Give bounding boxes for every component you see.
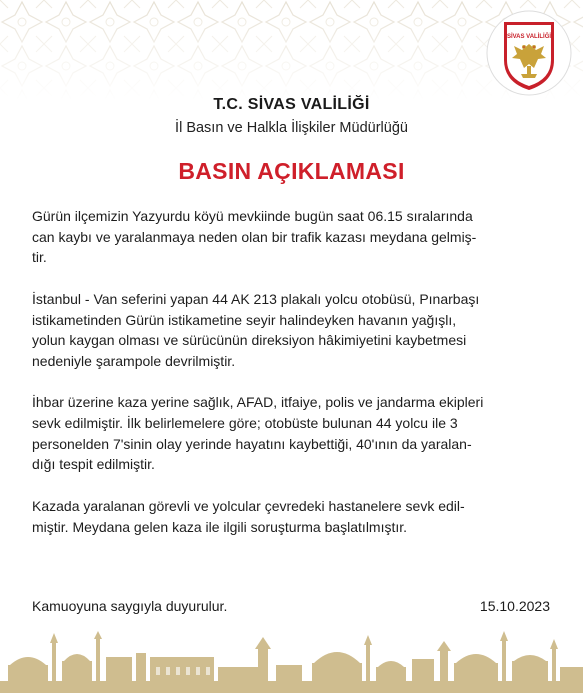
- paragraph-line: miştir. Meydana gelen kaza ile ilgili soruşturma başlatılmıştır.: [32, 518, 408, 535]
- press-release-body: [32, 206, 552, 558]
- closing-text: Kamuoyuna saygıyla duyurulur.: [32, 598, 228, 614]
- city-skyline-graphic: [0, 631, 583, 693]
- paragraph-line: istikametinden Gürün istikametine seyir halindeyken havanın yağışlı,: [32, 311, 457, 328]
- paragraph-line: sevk edilmiştir. İlk belirlemelere göre; otobüste bulunan 44 yolcu ile 3: [32, 415, 458, 431]
- document-title: BASIN AÇIKLAMASI: [178, 158, 405, 184]
- paragraph-2: [32, 289, 552, 372]
- release-date: 15.10.2023: [479, 598, 550, 614]
- paragraph-line: nedeniyle şarampole devrilmiştir.: [32, 352, 236, 369]
- paragraph-3: [32, 392, 552, 475]
- paragraph-line: Gürün ilçemizin Yazyurdu köyü mevkiinde bugün saat 06.15 sıralarında: [32, 208, 473, 224]
- org-subtitle: İl Basın ve Halkla İlişkiler Müdürlüğü: [175, 120, 408, 136]
- paragraph-line: tir.: [32, 249, 47, 266]
- paragraph-line: yolun kaygan olması ve sürücünün direksiyon hâkimiyetini kaybetmesi: [32, 332, 467, 349]
- sivas-valiligi-seal: [486, 10, 572, 96]
- seal-text: SİVAS VALİLİĞİ: [506, 34, 552, 40]
- paragraph-line: Kazada yaralanan görevli ve yolcular çevredeki hastanelere sevk edil-: [32, 497, 465, 514]
- paragraph-line: dığı tespit edilmiştir.: [32, 456, 155, 473]
- paragraph-line: personelden 7'sinin olay yerinde hayatını kaybettiği, 40'ının da yaralan-: [32, 435, 472, 452]
- paragraph-1: [32, 206, 552, 268]
- org-title: T.C. SİVAS VALİLİĞİ: [213, 96, 370, 113]
- closing-row: [32, 598, 550, 614]
- paragraph-line: İhbar üzerine kaza yerine sağlık, AFAD, itfaiye, polis ve jandarma ekipleri: [32, 394, 484, 411]
- paragraph-4: [32, 496, 552, 537]
- paragraph-line: can kaybı ve yaralanmaya neden olan bir trafik kazası meydana gelmiş-: [32, 228, 477, 245]
- paragraph-line: İstanbul - Van seferini yapan 44 AK 213 plakalı yolcu otobüsü, Pınarbaşı: [32, 290, 480, 307]
- header: [0, 96, 583, 185]
